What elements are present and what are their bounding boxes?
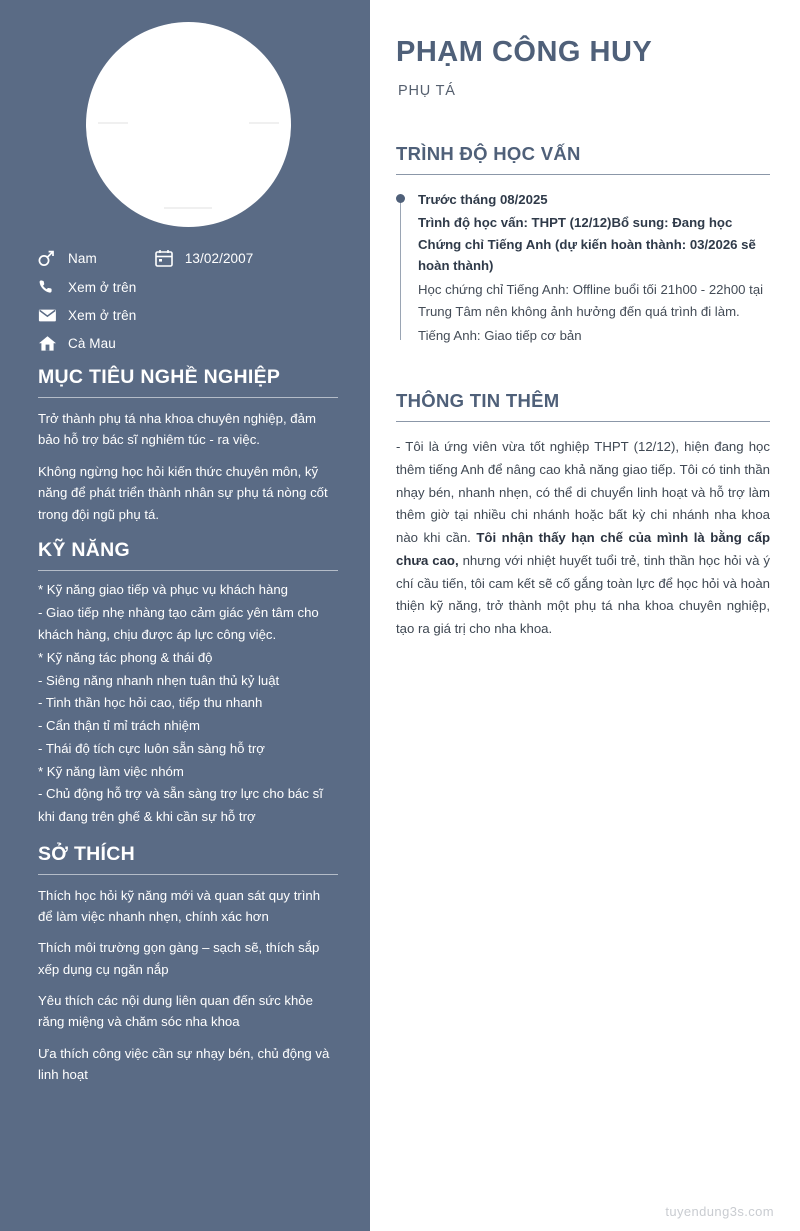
skill-line: * Kỹ năng giao tiếp và phục vụ khách hàng: [38, 581, 289, 597]
skill-line: * Kỹ năng làm việc nhóm: [38, 763, 184, 779]
more-info-bold: Tôi nhận thấy hạn chế của mình là bằng cấp chưa cao,: [396, 530, 771, 568]
interest-paragraph-1: Thích học hỏi kỹ năng mới và quan sát quy trình để làm việc nhanh nhẹn, chính xác hơn: [38, 887, 321, 924]
mail-icon: [38, 308, 68, 323]
phone-icon: [38, 279, 68, 296]
gender-icon: [38, 249, 68, 267]
home-icon: [38, 335, 68, 352]
contact-row-email: [38, 308, 338, 323]
education-detail-2: Tiếng Anh: Giao tiếp cơ bản: [418, 328, 582, 343]
skill-line: - Siêng năng nhanh nhẹn tuân thủ kỷ luật: [38, 672, 280, 688]
contact-row: [38, 249, 338, 267]
objective-paragraph-2: Không ngừng học hỏi kiến thức chuyên môn, kỹ năng để phát triển thành nhân sự phụ tá nòng cốt trong đội ngũ phụ tá.: [38, 463, 328, 522]
skill-line: - Cẩn thận tỉ mỉ trách nhiệm: [38, 718, 200, 734]
skills-list: [38, 579, 338, 829]
calendar-icon: [155, 249, 185, 267]
education-period: Trước tháng 08/2025: [418, 192, 548, 207]
page-title: PHẠM CÔNG HUY: [396, 36, 653, 68]
education-headline: Trình độ học vấn: THPT (12/12)Bổ sung: Đang học Chứng chỉ Tiếng Anh (dự kiến hoàn thành: 03/2026 sẽ hoàn thành): [418, 215, 756, 273]
section-title-skills: KỸ NĂNG: [38, 539, 338, 571]
gender-group: [38, 249, 97, 267]
section-title-interests: SỞ THÍCH: [38, 843, 338, 875]
contact-row-address: [38, 335, 338, 352]
avatar-placeholder-line-left: [98, 122, 128, 124]
skill-line: - Tinh thần học hỏi cao, tiếp thu nhanh: [38, 695, 263, 711]
section-title-objective: MỤC TIÊU NGHỀ NGHIỆP: [38, 366, 338, 398]
education-detail-1: Học chứng chỉ Tiếng Anh: Offline buổi tối 21h00 - 22h00 tại Trung Tâm nên không ảnh hưởng đến quá trình đi làm.: [418, 282, 764, 319]
contact-block: [38, 249, 338, 352]
skill-line: - Chủ động hỗ trợ và sẵn sàng trợ lực cho bác sĩ khi đang trên ghế & khi cần sự hỗ trợ: [38, 786, 323, 824]
dob-value: 13/02/2007: [184, 250, 254, 266]
interest-paragraph-4: Ưa thích công việc cần sự nhạy bén, chủ động và linh hoạt: [38, 1045, 330, 1083]
address-value: Cà Mau: [68, 336, 116, 351]
job-title: PHỤ TÁ: [398, 83, 456, 99]
dob-group: [155, 249, 254, 267]
avatar-placeholder-line-right: [249, 122, 279, 124]
skill-line: - Thái độ tích cực luôn sẵn sàng hỗ trợ: [38, 740, 265, 756]
main-content: [370, 0, 800, 1231]
more-info-text: [396, 436, 770, 640]
more-info-part-2: nhưng với nhiệt huyết tuổi trẻ, tinh thần học hỏi và ý chí cầu tiến, tôi cam kết sẽ cố gắng toàn lực để học hỏi và hoàn thiện kỹ năng, trở thành một phụ tá nha khoa chuyên nghiệp, tạo ra giá trị cho nha khoa.: [396, 552, 770, 636]
gender-value: Nam: [68, 250, 97, 266]
more-info-part-1: - Tôi là ứng viên vừa tốt nghiệp THPT (12/12), hiện đang học thêm tiếng Anh để nâng cao khả năng giao tiếp. Tôi có tinh thần nhạy bén, nhanh nhẹn, có thể di chuyển linh hoạt và hỗ trợ làm thêm giờ tại nhiều chi nhánh hoặc bất kỳ chi nhánh nha khoa nào khi cần.: [396, 439, 770, 546]
contact-row-phone: [38, 279, 338, 296]
email-value: Xem ở trên: [68, 308, 137, 323]
skill-line: - Giao tiếp nhẹ nhàng tạo cảm giác yên tâm cho khách hàng, chịu được áp lực công việc.: [38, 604, 319, 643]
objective-paragraph-1: Trở thành phụ tá nha khoa chuyên nghiệp, đảm bảo hỗ trợ bác sĩ nghiêm túc - ra việc.: [38, 411, 316, 448]
section-title-more-info: THÔNG TIN THÊM: [396, 390, 770, 422]
education-timeline: [396, 189, 770, 346]
avatar: [86, 22, 291, 227]
watermark: tuyendung3s.com: [665, 1204, 774, 1219]
avatar-placeholder-line-bottom: [164, 207, 212, 209]
phone-value: Xem ở trên: [68, 280, 137, 295]
skill-line: * Kỹ năng tác phong & thái độ: [38, 649, 213, 665]
sidebar: [0, 0, 370, 1231]
section-title-education: TRÌNH ĐỘ HỌC VẤN: [396, 143, 770, 175]
timeline-dot-icon: [396, 194, 405, 203]
interest-paragraph-2: Thích môi trường gọn gàng – sạch sẽ, thích sắp xếp dụng cụ ngăn nắp: [38, 940, 320, 977]
interest-paragraph-3: Yêu thích các nội dung liên quan đến sức khỏe răng miệng và chăm sóc nha khoa: [38, 993, 313, 1030]
avatar-container: [38, 0, 338, 227]
